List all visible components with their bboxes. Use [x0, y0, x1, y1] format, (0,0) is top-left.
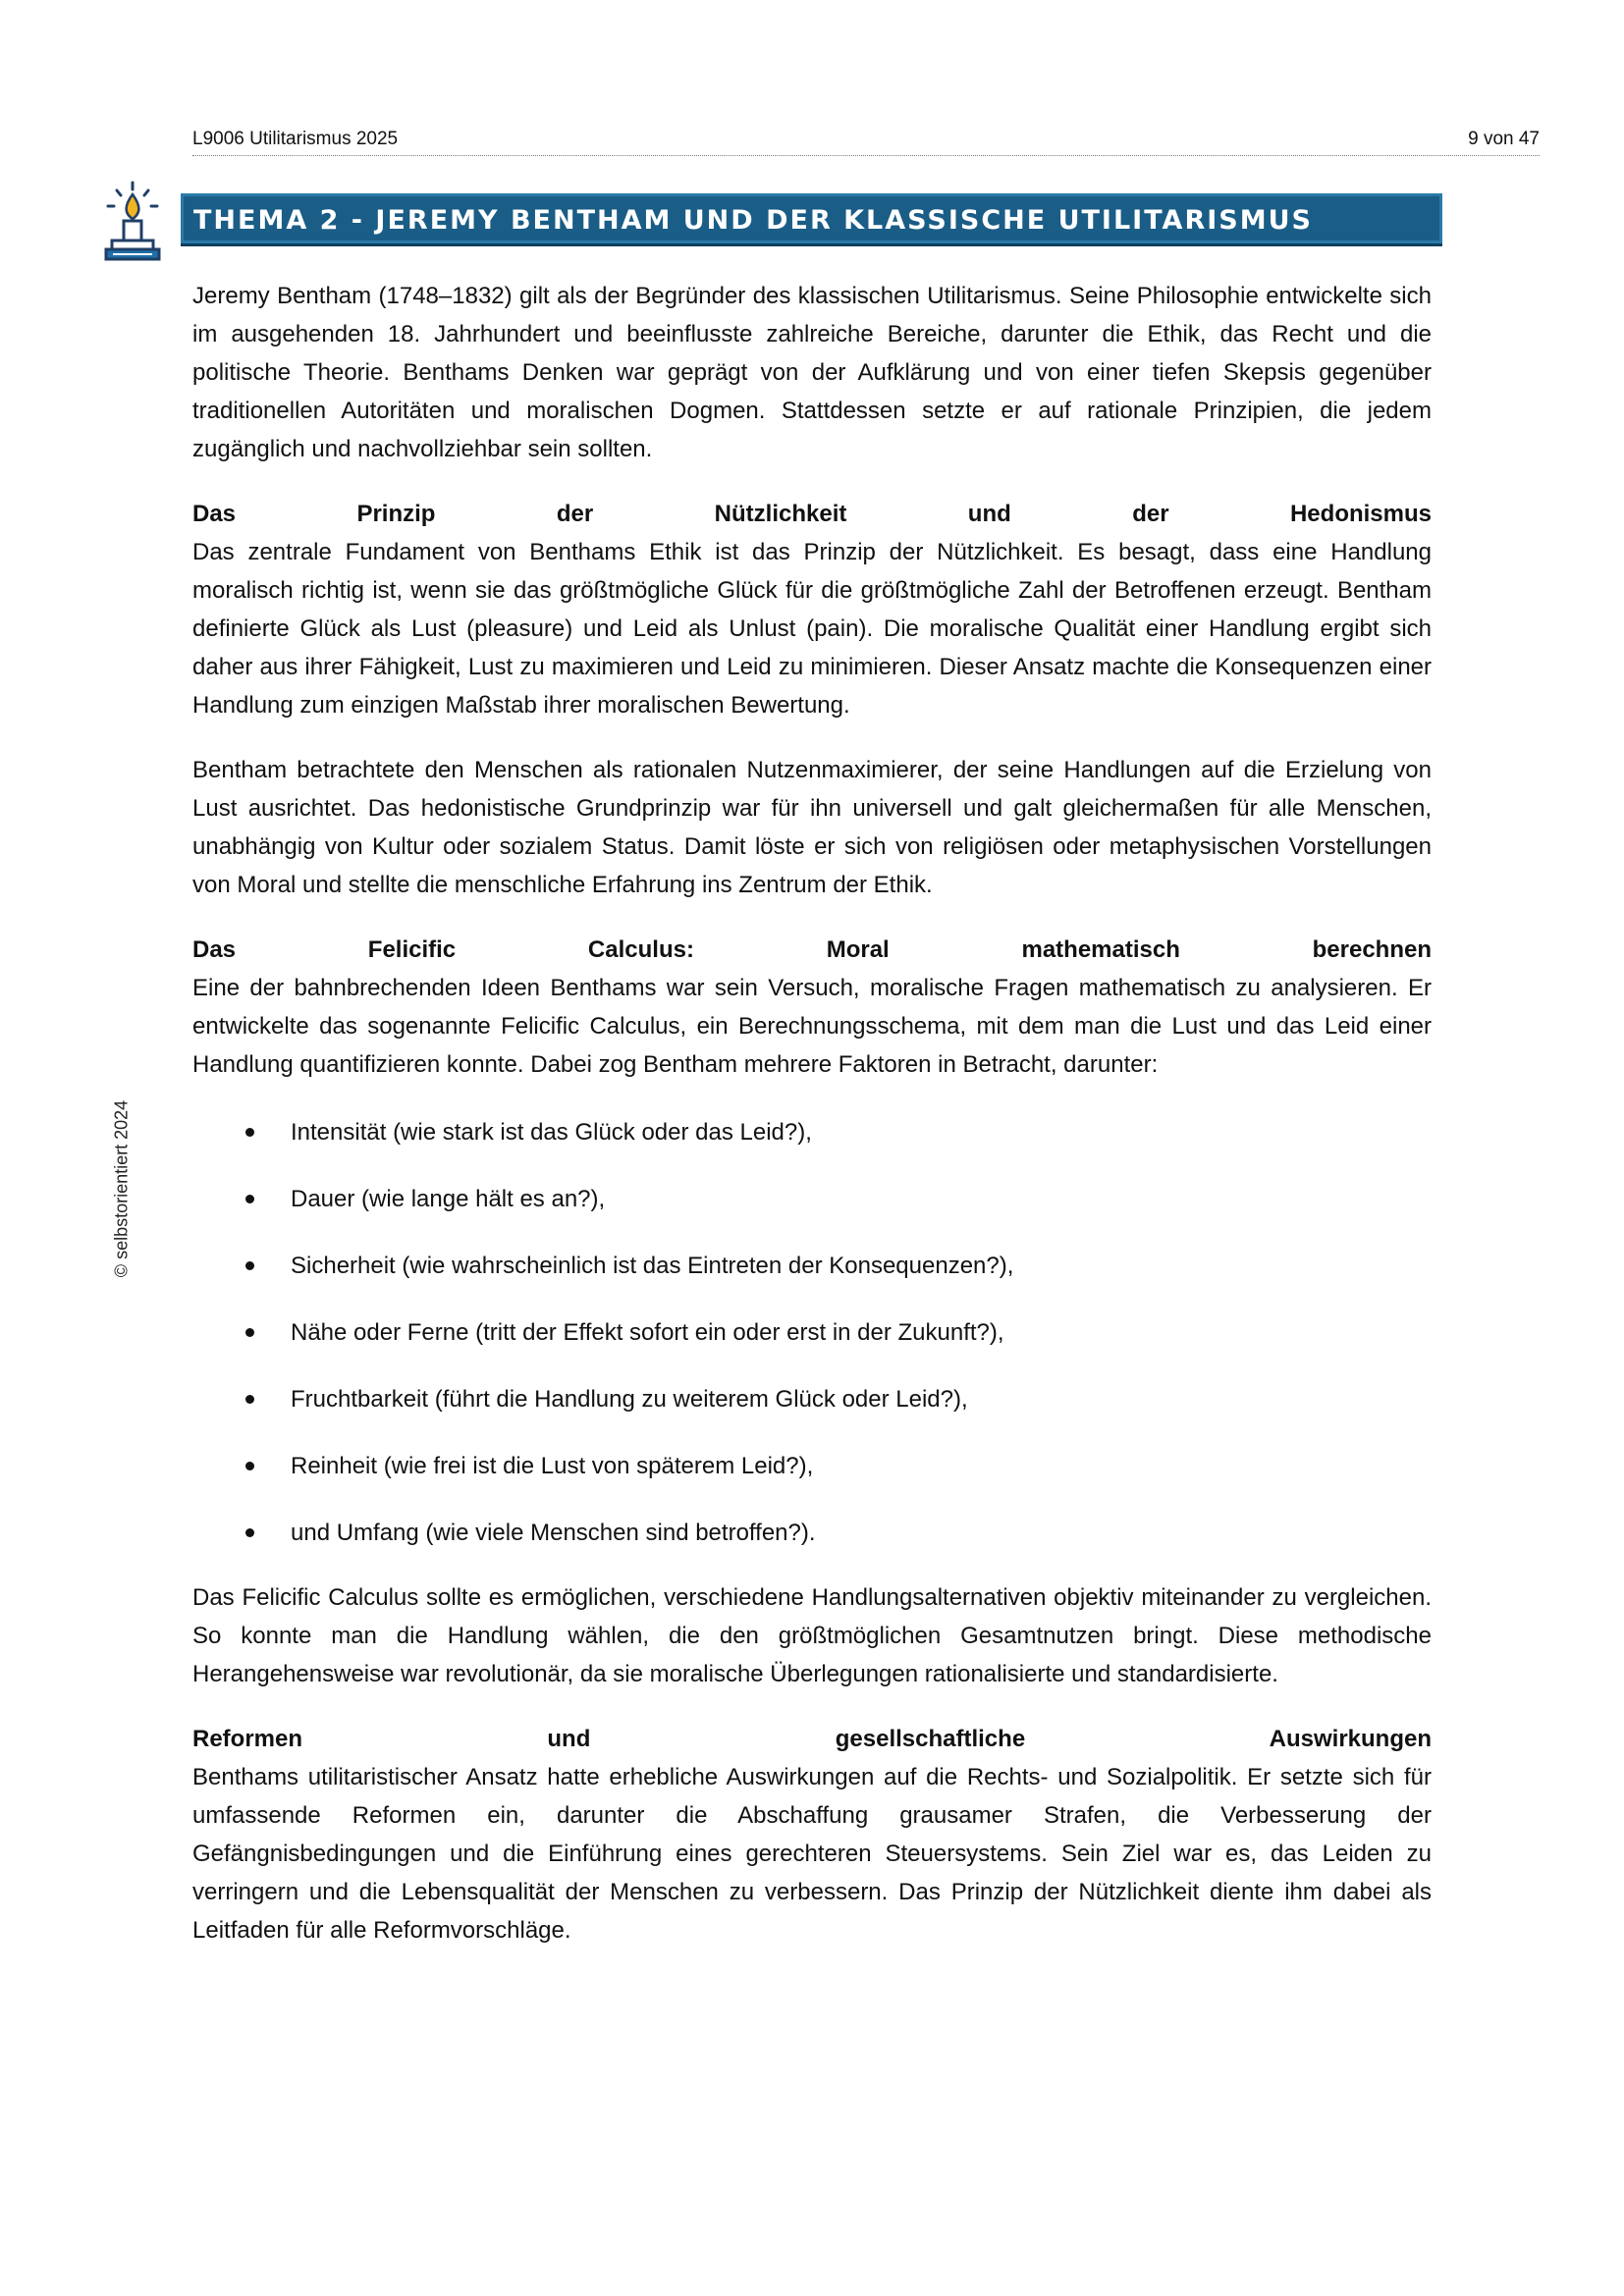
bullet-icon	[245, 1328, 254, 1337]
list-item: Fruchtbarkeit (führt die Handlung zu weiterem Glück oder Leid?),	[192, 1380, 1432, 1418]
section-reformen	[192, 1720, 1432, 1949]
list-item: Sicherheit (wie wahrscheinlich ist das Eintreten der Konsequenzen?),	[192, 1247, 1432, 1285]
list-item: Nähe oder Ferne (tritt der Effekt sofort ein oder erst in der Zukunft?),	[192, 1313, 1432, 1352]
topic-title: THEMA 2 - JEREMY BENTHAM UND DER KLASSISCHE UTILITARISMUS	[193, 205, 1313, 236]
copyright-note: © selbstorientiert 2024	[111, 1099, 132, 1278]
factor-list	[192, 1113, 1432, 1552]
bullet-icon	[245, 1528, 254, 1537]
list-item: Intensität (wie stark ist das Glück oder das Leid?),	[192, 1113, 1432, 1151]
section-heading: Das Prinzip der Nützlichkeit und der Hedonismus	[192, 501, 1432, 527]
paragraph: Das Felicific Calculus sollte es ermöglichen, verschiedene Handlungsalternativen objektiv miteinander zu vergleichen. So konnte man die Handlung wählen, die den größtmöglichen Gesamtnutzen bringt. Diese methodische Herangehensweise war revolutionär, da sie moralische Überlegungen rationalisierte und standardisierte.	[192, 1584, 1432, 1687]
candle-book-icon	[101, 180, 164, 268]
paragraph: Benthams utilitaristischer Ansatz hatte erhebliche Auswirkungen auf die Rechts- und Sozialpolitik. Er setzte sich für umfassende Reformen ein, darunter die Abschaffung grausamer Strafen, die Verbesserung der Gefängnisbedingungen und die Einführung eines gerechteren Steuersystems. Sein Ziel war es, das Leiden zu verringern und die Lebensqualität der Menschen zu verbessern. Das Prinzip der Nützlichkeit diente ihm dabei als Leitfaden für alle Reformvorschläge.	[192, 1764, 1432, 1944]
section-prinzip	[192, 495, 1432, 724]
document-title: L9006 Utilitarismus 2025	[192, 129, 399, 149]
page-number: 9 von 47	[1468, 129, 1540, 149]
list-item: Dauer (wie lange hält es an?),	[192, 1180, 1432, 1218]
list-item: und Umfang (wie viele Menschen sind betroffen?).	[192, 1514, 1432, 1552]
section-felicific	[192, 931, 1432, 1084]
section-heading: Das Felicific Calculus: Moral mathematisch berechnen	[192, 936, 1432, 963]
paragraph: Eine der bahnbrechenden Ideen Benthams war sein Versuch, moralische Fragen mathematisch zu analysieren. Er entwickelte das sogenannte Felicific Calculus, ein Berechnungsschema, mit dem man die Lust und das Leid einer Handlung quantifizieren konnte. Dabei zog Bentham mehrere Faktoren in Betracht, darunter:	[192, 975, 1432, 1078]
bullet-icon	[245, 1462, 254, 1470]
bullet-icon	[245, 1195, 254, 1203]
main-content	[192, 277, 1432, 1976]
paragraph: Bentham betrachtete den Menschen als rationalen Nutzenmaximierer, der seine Handlungen auf die Erzielung von Lust ausrichtet. Das hedonistische Grundprinzip war für ihn universell und galt gleichermaßen für alle Menschen, unabhängig von Kultur oder sozialem Status. Damit löste er sich von religiösen oder metaphysischen Vorstellungen von Moral und stellte die menschliche Erfahrung ins Zentrum der Ethik.	[192, 757, 1432, 898]
topic-banner	[181, 193, 1442, 246]
bullet-icon	[245, 1395, 254, 1404]
bullet-icon	[245, 1128, 254, 1137]
page-header	[192, 129, 1540, 156]
intro-paragraph: Jeremy Bentham (1748–1832) gilt als der Begründer des klassischen Utilitarismus. Seine Philosophie entwickelte sich im ausgehenden 18. Jahrhundert und beeinflusste zahlreiche Bereiche, darunter die Ethik, das Recht und die politische Theorie. Benthams Denken war geprägt von der Aufklärung und von einer tiefen Skepsis gegenüber traditionellen Autoritäten und moralischen Dogmen. Stattdessen setzte er auf rationale Prinzipien, die jedem zugänglich und nachvollziehbar sein sollten.	[192, 283, 1432, 462]
paragraph: Das zentrale Fundament von Benthams Ethik ist das Prinzip der Nützlichkeit. Es besagt, dass eine Handlung moralisch richtig ist, wenn sie das größtmögliche Glück für die größtmögliche Zahl der Betroffenen erzeugt. Bentham definierte Glück als Lust (pleasure) und Leid als Unlust (pain). Die moralische Qualität einer Handlung ergibt sich daher aus ihrer Fähigkeit, Lust zu maximieren und Leid zu minimieren. Dieser Ansatz machte die Konsequenzen einer Handlung zum einzigen Maßstab ihrer moralischen Bewertung.	[192, 539, 1432, 719]
section-heading: Reformen und gesellschaftliche Auswirkungen	[192, 1726, 1432, 1752]
bullet-icon	[245, 1261, 254, 1270]
list-item: Reinheit (wie frei ist die Lust von späterem Leid?),	[192, 1447, 1432, 1485]
